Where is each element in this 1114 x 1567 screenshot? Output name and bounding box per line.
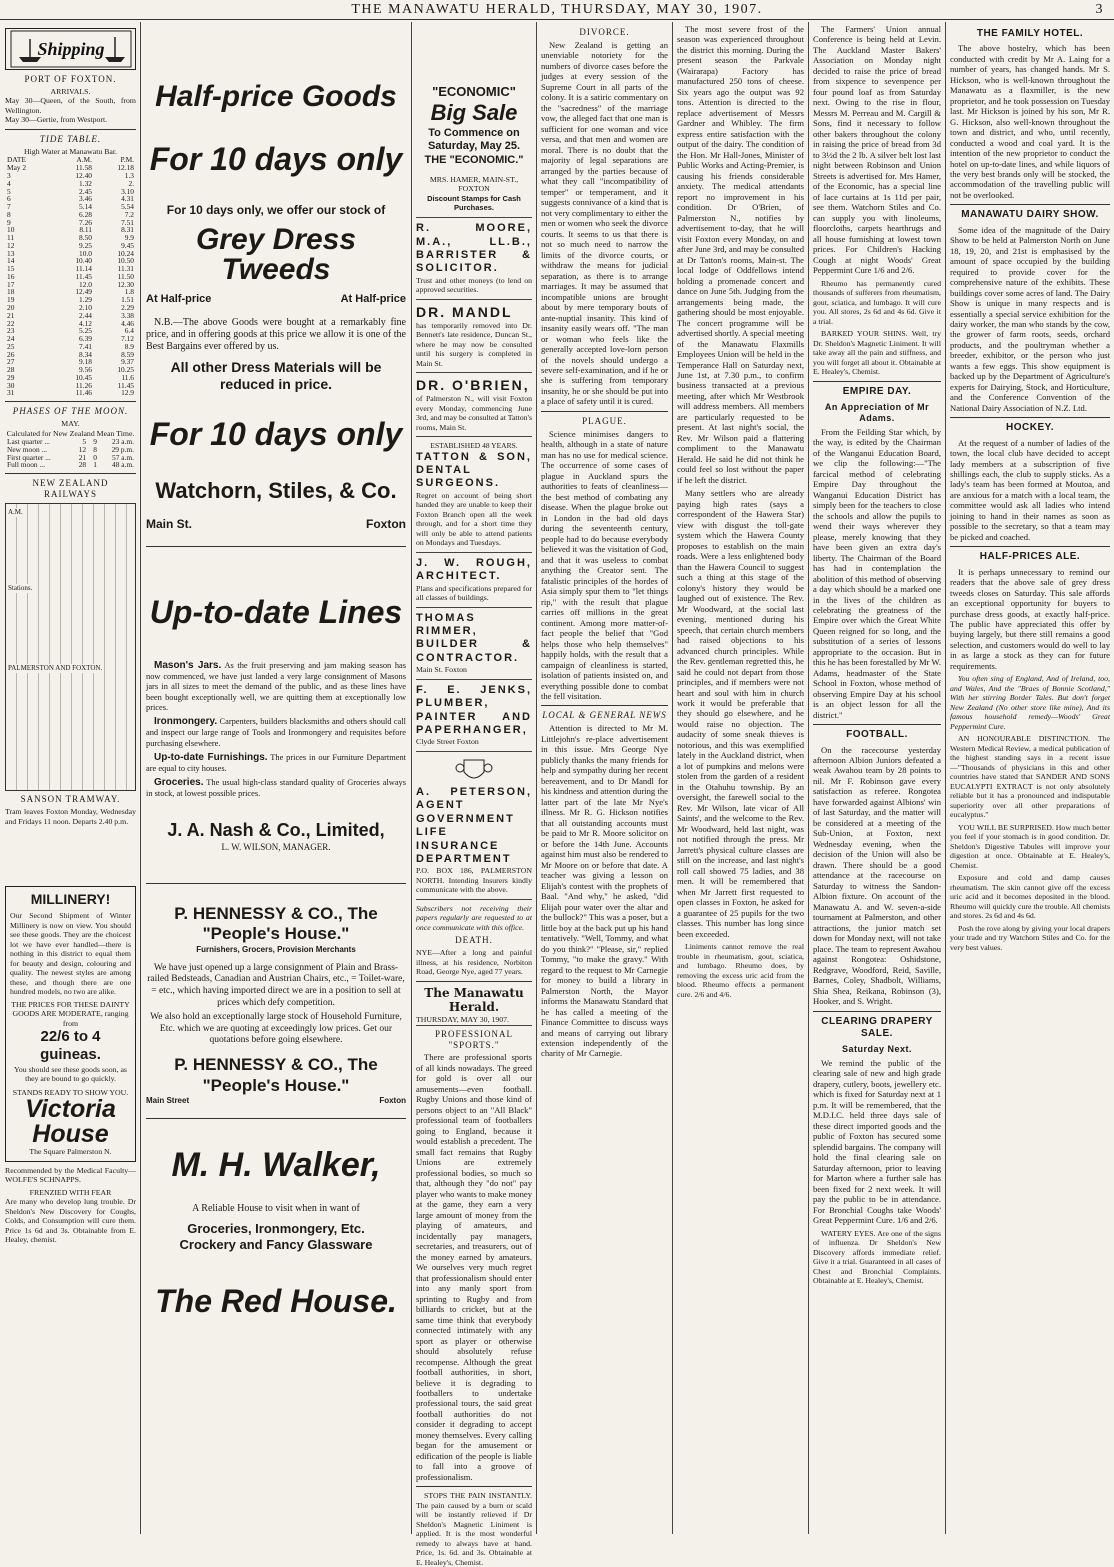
column-news (677, 24, 804, 1534)
tide-table (5, 156, 136, 397)
dairy-show-article: Some idea of the magnitude of the Dairy Show to be held at Palmerston North on June 18, 19, 20, and 21st is emphasised by the amount of space occupied by the building required to provide cover for the comprehensive nature of the exhibits. These buildings cover some acres of land. The Dairy Show is unique in many respects and is essentially a special service exhibition for the dairy worker, the man who stands by the cow, the grower of farm roots, seeds, orchard products, and the poultryman whether a breeder, exhibitor, or the person who just wants a few eggs. This show equipment is backed up by the Department of Agriculture's experts for Dairying, Stock, and Horticulture, and the Conference Convention of the National Dairy Association of N.Z. Ltd. (950, 224, 1110, 413)
hockey-heading: HOCKEY. (1006, 422, 1054, 434)
tide-row (5, 226, 136, 234)
liniment-ad: Liniments cannot remove the real trouble in rheumatism, gout, sciatica, and lumbago. Rheumo does, by removing the excess uric acid from the blood. Rheumo effects a permanent cure. 2/6 and 4/6. (677, 942, 804, 999)
divorce-heading: DIVORCE. (579, 27, 630, 37)
tide-cell: 1.51 (121, 295, 134, 305)
commence-text: To Commence on Saturday, May 25. THE "ECONOMIC." (424, 126, 524, 166)
tide-row (5, 281, 136, 289)
tide-subheading: High Water at Manawatu Bar. (24, 146, 117, 156)
surprised-ad: YOU WILL BE SURPRISED. How much better you feel if your stomach is in good condition. Dr. Sheldon's Digestive Tabules will improve your digestion at once. Obtainable at E. Healey's, Chemist. (950, 822, 1110, 870)
tide-cell: 12.30 (117, 279, 134, 289)
tide-cell: 22 (7, 318, 15, 328)
moore-card: R. MOORE, M.A., LL.B., BARRISTER & SOLICITOR. (416, 222, 532, 275)
tide-row (5, 312, 136, 320)
tatton-text: Regret on account of being short handed they are unable to keep their Foxton Branch open all the week through, and for a short time they will only be able to attend patients on Mondays and Tuesdays. (416, 490, 532, 548)
moon-cell: 48 a.m. (112, 460, 134, 470)
barked-ad: BARKED YOUR SHINS. Well, try Dr. Sheldon's Magnetic Liniment. It will take away all the pain and stiffness, and you will forget all about it. Obtainable at E. Healey's, Chemist. (813, 329, 941, 377)
appreciation-heading: An Appreciation of Mr Adams. (824, 401, 930, 423)
tide-cell: 4.12 (79, 318, 92, 328)
column-editorial (541, 24, 668, 1534)
news-article: The most severe frost of the season was experienced throughout the district this morning. During the present season the Parkvale (Wairarapa) Factory has manufactured 250 tons of cheese. Six years ago the output was 92 tons. Attention is directed to the replace advertisement of Messrs Gardner and Whibley. The firm express entire satisfaction with the output of the dairy. The condition of the Hon. Mr Hall-Jones, Minister of Public Works and Acting-Premier, is causing his friends considerable anxiety. The medical attendants report no improvement in his condition. Dr O'Brien, of Palmerston N., notifies by advertisement to-day, that he will visit Foxton every Monday, on and after June 3rd, and may be consulted at Dr Tatton's rooms, Main-st. The local lodge of Oddfellows intend holding a promenade concert and dance on June 5th. Judging from the arrangements being made, the gathering should be most enjoyable. The concert programme will be advertised shortly. A special meeting of the Manawatu Flaxmills Employees Union will be held in the Temperance Hall on Saturday next, June 1st, at 7.30 p.m., to confirm business transacted at a previous meeting, after which Mr Westbrook will address members. All members are particularly requested to be present. At last night's social, the Rev. Mr Wilson paid a flattering compliment to the Manawatu Herald. He said he did not think he could feel so lost without the paper if he left the district. (677, 24, 804, 485)
tide-row (5, 320, 136, 328)
stands-text: STANDS READY TO SHOW YOU. (12, 1087, 129, 1097)
tide-cell: 1.3 (124, 170, 134, 180)
big-sale-heading: Big Sale (430, 99, 518, 125)
tide-row (5, 273, 136, 281)
tide-cell: 8.9 (124, 341, 134, 351)
tide-cell: 20 (7, 302, 15, 312)
tide-cell: 2.45 (79, 186, 92, 196)
half-prices-heading: HALF-PRICES ALE. (979, 551, 1081, 563)
tide-cell: 6.28 (79, 209, 92, 219)
tide-cell: 3.38 (121, 310, 134, 320)
tide-cell: 9 (7, 217, 11, 227)
watery-eyes-ad: WATERY EYES. Are one of the signs of influenza. Dr Sheldon's New Discovery affords immediate relief. Give it a trial. Guaranteed in all cases of Chest and Bronchial Complaints. Obtainable at E. Healey's, Chemist. (813, 1228, 941, 1286)
tide-cell: 29 (7, 372, 15, 382)
moon-cell: 28 (78, 460, 87, 470)
tatton-card: TATTON & SON, DENTAL SURGEONS. (416, 450, 532, 490)
tide-row (5, 242, 136, 250)
tide-row (5, 335, 136, 343)
moon-cell: 23 a.m. (112, 437, 134, 447)
railway-heading: NEW ZEALAND RAILWAYS (32, 478, 109, 500)
football-article: On the racecourse yesterday afternoon Albion Juniors defeated a weak Awahou team by 28 points to nil. Mr F. Robinson gave every satisfaction as referee. Rongotea have forwarded against Albions' win of last Saturday, and the matter will be considered at a meeting of the Sub-Union, at Foxton, next Wednesday evening, when the decision of the Union will also be drawn. There should be a good attendance at the racecourse on Saturday to witness the Sandon-Albion fixture. On account of the Manawatu A. and W. seven-a-side tournament at Palmerston, and other attractions, the junior match set down for Monday next, will not take place. The team to represent Awahou against Rongotea: Oshidstone, Redgrave, Woodford, Reid, Saville, Barnes, Coley, Shadbolt, Williams, Shia Shea, Reikana, Robinson (3), Hooker, and S. Wright. (813, 744, 941, 1007)
tide-cell: 1.8 (124, 287, 134, 297)
tide-cell: 5.25 (79, 326, 92, 336)
walker-name: M. H. Walker, (171, 1146, 381, 1185)
tide-row (5, 374, 136, 382)
tide-cell: 8.11 (79, 225, 92, 235)
tide-row (5, 389, 136, 397)
tide-cell: 6.4 (124, 326, 134, 336)
tide-cell: 7.12 (121, 334, 134, 344)
tide-cell: 4.31 (121, 194, 134, 204)
up-to-date-heading: Up-to-date Lines (149, 593, 403, 630)
millinery-text: Our Second Shipment of Winter Millinery is now on view. You should see these goods. They are the choicest lot we have ever handled—there is nothing in this district to equal them for beauty and design, colouring and quality. The newest styles are among these, and though there are one hundred models, no two are alike. (10, 911, 131, 997)
tide-row (5, 180, 136, 188)
crockery-line: Crockery and Fancy Glassware (179, 1236, 373, 1252)
empire-heading: EMPIRE DAY. (842, 385, 912, 397)
masthead-title: THE MANAWATU HERALD, THURSDAY, MAY 30, 1907. (351, 2, 763, 17)
hennessy-name: P. HENNESSY & CO., The "People's House." (174, 1054, 378, 1095)
tide-cell: 10.25 (117, 365, 134, 375)
tide-cell: 8.59 (121, 349, 134, 359)
offer-text: For 10 days only, we offer our stock of (166, 202, 386, 217)
tide-cell: 8.31 (121, 225, 134, 235)
exposure-ad: Exposure and cold and damp causes rheumatism. The skin cannot give off the excess uric acid and it becomes deposited in the blood. Rheumo will quickly cure the trouble. All chemists and stores. 2s 6d and 4s 6d. (950, 873, 1110, 921)
verse-ad: You often sing of England, And of Ireland, too, and Wales, And the "Braes of Bonnie Scotland," With her stirring Border Tales. But don't forget New Zealand (No other store like mine), And its famous household remedy—Woods' Great Peppermint Cure. (950, 674, 1110, 731)
tide-cell: 7.51 (121, 217, 134, 227)
tide-cell: 16 (7, 271, 15, 281)
tramway-heading: SANSON TRAMWAY. (20, 794, 121, 805)
plague-heading: PLAGUE. (582, 415, 627, 426)
tide-cell: 27 (7, 357, 15, 367)
tide-cell: 9.37 (121, 357, 134, 367)
railway-label: PALMERSTON AND FOXTON. (8, 664, 103, 673)
tide-row (5, 257, 136, 265)
tide-row (5, 164, 136, 172)
bedsteads-text: We have just opened up a large consignment of Plain and Brass-railed Bedsteads, Canadian and Austrian Chairs, etc., = Toilet-ware, = etc., which having imported direct we are in a position to sell at prices which defy competition. (147, 962, 405, 1008)
tide-cell: 10.24 (117, 248, 134, 258)
tide-cell: 9.18 (79, 357, 92, 367)
nb-text: N.B.—The above Goods were bought at a remarkably fine price, and in offering goods at this price we allow it is one of the Best Bargains ever offered by us. (146, 316, 406, 353)
tide-cell: 12.0 (79, 279, 92, 289)
tide-row (5, 327, 136, 335)
obrien-card: DR. O'BRIEN, (416, 377, 530, 394)
ironmongery-heading: Ironmongery. (154, 716, 218, 728)
tide-cell: 8.50 (79, 233, 92, 243)
moon-cell: 8 (93, 444, 97, 454)
moon-cell: 5 (82, 437, 87, 447)
hamer-address: MRS. HAMER, MAIN-ST., FOXTON (429, 174, 519, 194)
rimmer-text: Main St. Foxton (416, 665, 467, 675)
rimmer-card: THOMAS RIMMER, BUILDER & CONTRACTOR. (416, 611, 532, 664)
tide-row (5, 304, 136, 312)
death-notice: NYE—After a long and painful illness, at his residence, Norbiton Road, George Nye, aged 77 years. (416, 948, 532, 977)
herald-title: The Manawatu Herald. (424, 985, 524, 1015)
tide-row (5, 234, 136, 242)
foxton-label: Foxton (379, 1096, 406, 1106)
column-rule (808, 22, 809, 1534)
jenks-card: F. E. JENKS, PLUMBER, PAINTER AND PAPERHANGER, (416, 683, 532, 736)
main-st-label: Main St. (146, 517, 193, 532)
tide-cell: 1.29 (79, 295, 92, 305)
dress-materials-text: All other Dress Materials will be reduced in price. (170, 359, 382, 393)
discount-stamps: Discount Stamps for Cash Purchases. (416, 194, 532, 218)
posh-ad: Posh the rove along by giving your local drapers your trade and try Watchorn Stiles and Co. for the very best values. (950, 923, 1110, 952)
moon-table (5, 438, 136, 469)
tide-row (5, 343, 136, 351)
mandl-card: DR. MANDL (416, 303, 513, 320)
mandl-text: has temporarily removed into Dr. Bennett's late residence, Duncan St., where he may now be consulted until his surgery is completed in Main St. (416, 320, 532, 368)
tide-cell: 9.56 (79, 365, 92, 375)
tide-cell: 11.45 (117, 380, 134, 390)
railway-label: A.M. (8, 508, 23, 517)
local-news-article: Attention is directed to Mr M. Littlejohn's re-place advertisement in this issue. Mrs George Nye publicly thanks the many friends for help and sympathy during her recent bereavement, and to Dr Mandl for his kindness and attention during the latter part of the late Mr Nye's illness. Mr R. G. Hickson notifies that all outstanding accounts must be paid to Mr R. Moore solicitor on or before the 14th June. Accounts against him must also be rendered to Mr Moore on or before that date. A teacher was giving a lesson on Elijah's contest with the prophets of Baal. "And why," he asked, "did Elijah pour water over the altar and the bullock?" This was a poser, but a little boy at the back put up his hand tentatively. "Well, Tommy, and what do you think?" "Please, sir," replied Tommy, "to make the gravy." With regard to the request to Mr Carnegie for money to build a library in Palmerston North, the Mayor informs the Manawatu Standard that he has called a meeting of the Finance Committee to discuss ways and means of carrying out library extension independently of the charity of Mr Carnegie. (541, 723, 668, 1059)
tide-cell: 9.25 (79, 240, 92, 250)
prices-text: THE PRICES FOR THESE DAINTY GOODS ARE MODERATE, ranging from (11, 999, 130, 1028)
tide-row (5, 195, 136, 203)
hockey-article: At the request of a number of ladies of the town, the local club have decided to accept lady members at a subscription of five shillings each, the club to supply sticks. As a lady's team has been formed at Moutoa, and are anxious for a match with a local team, the committee would ask all ladies who intend joining to hand in their names as soon as possible to the secretary, so that a team may be picked and coached. (950, 437, 1110, 542)
frenzied-text: Are many who develop lung trouble. Dr Sheldon's New Discovery for Coughs, Colds, and Consumption will cure them. Price 1s 6d and 3s. Obtainable from E. Healey, chemist. (5, 1197, 136, 1245)
peterson-text: P.O. BOX 186, PALMERSTON NORTH. Intending Insurers kindly communicate with the above. (416, 866, 532, 895)
moon-cell: First quarter ... (7, 452, 51, 462)
arrivals-heading: ARRIVALS. (50, 86, 91, 96)
tide-cell: 25 (7, 341, 15, 351)
tide-cell: 23 (7, 326, 15, 336)
tide-cell: 3.10 (121, 186, 134, 196)
stops-pain-ad: STOPS THE PAIN INSTANTLY. The pain caused by a burn or scald will be instantly relieved if Dr Sheldon's Magnetic Liniment is applied. It is the most wonderful remedy to always have at hand. Price, 1s. 6d. and 3s. Obtainable at E. Healey's, Chemist. (416, 1491, 532, 1567)
dairy-show-heading: MANAWATU DAIRY SHOW. (961, 209, 1099, 221)
ten-days-heading: For 10 days only (149, 140, 403, 177)
clearing-sale-heading: CLEARING DRAPERY SALE. (821, 1015, 933, 1039)
tide-cell: 11.58 (75, 163, 92, 173)
jars-heading: Mason's Jars. (154, 659, 222, 671)
tide-cell: 18 (7, 287, 15, 297)
household-text: We also hold an exceptionally large stock of Household Furniture, Etc. which we are quoting at exceedingly low prices. Get our quotations before going elsewhere. (150, 1012, 402, 1046)
millinery-ad (5, 886, 136, 1162)
death-heading: DEATH. (455, 935, 493, 946)
coat-of-arms-icon (454, 756, 494, 786)
tide-cell: 11 (7, 233, 15, 243)
herald-date: THURSDAY, MAY 30, 1907. (416, 1015, 532, 1026)
moon-cell: Full moon ... (7, 460, 45, 470)
tide-cell: May 2 (7, 163, 27, 173)
tide-cell: 11.31 (117, 264, 134, 274)
tide-cell: 12.49 (75, 287, 92, 297)
at-half-price-label: At Half-price (146, 293, 212, 306)
column-rule (536, 22, 537, 1534)
plague-article: Science minimises dangers to health, although in a state of nature man has no use for medical science. The occurrence of some cases of plague in Auckland spurs the authorities to feats of cleanliness—the best method of combating any disease. When the plague broke out in London in the bad old days during the seventeenth century, people had to do because everybody believed it was the visitation of God, and that it was useless to combat anything the Creator sent. The fatalistic principles of the hordes of Asia simply spur them to "let things rip," with the result that plague carries off millions in the great continent. Among more matter-of-fact people the belief that "God helps those who help themselves" happily holds, with the result that a campaign of cleanliness is started, isolation of patients insisted on, and everything possible done to combat the fell visitation. (541, 428, 668, 701)
tide-cell: 1.32 (79, 178, 92, 188)
tide-cell: 7.41 (79, 341, 92, 351)
hotel-article: The above hostelry, which has been conducted with credit by Mr A. Laing for a number of years, has changed hands. Mr S. Hickson, who is well-known throughout the Manawatu as a flaxmiller, is the new proprietor, and he took possession on Tuesday last. Mr Hickson is joined by his son, Mr R. G. Hickson, also well-known throughout the town and district, and who, until recently, conducted a wood and coal yard. It is the intention of the new proprietor to conduct the hotel on up-to-date lines, and while liquors of the very best brands only will be stocked, the accommodation of the travelling public will not be overlooked. (950, 43, 1110, 200)
should-see-text: You should see these goods soon, as they are bound to go quickly. (14, 1064, 127, 1084)
moon-heading: PHASES OF THE MOON. (12, 406, 129, 417)
column-news-2 (813, 24, 941, 1534)
tide-cell: 10.45 (75, 372, 92, 382)
tide-row (5, 265, 136, 273)
honourable-ad: AN HONOURABLE DISTINCTION. The Western Medical Review, a medical publication of the highest standing says in a recent issue—"Thousands of physicians in this and other countries have stated that SANDER AND SONS EUCALYPTI EXTRACT is not only absolutely reliable but it has a pronounced and indisputable superiority over all other preparations of eucalyptus." (950, 734, 1110, 820)
tide-row (5, 188, 136, 196)
half-prices-article: It is perhaps unnecessary to remind our readers that the above sale of grey dress tweeds closes on Saturday. This sale affords an exceptional opportunity for buyers to purchase dress goods, at exactly half-price. The public have appreciated this offer by buying largely, but there still remains a good selection, and customers would do well to lay in as large a stock as they can for future requirements. (950, 566, 1110, 671)
groceries-line: Groceries, Ironmongery, Etc. (187, 1220, 365, 1236)
tide-cell: 17 (7, 279, 15, 289)
tide-cell: 5 (7, 186, 11, 196)
tide-cell: 11.46 (75, 388, 92, 398)
hennessy-subtitle: Furnishers, Grocers, Provision Merchants (196, 945, 356, 955)
svg-text:Shipping: Shipping (36, 39, 105, 59)
jars-text: As the fruit preserving and jam making season has now commenced, we have just landed a very large consignment of Masons jars in all sizes to meet the demand of the public, and as these lines have been bought exceptionally well, we are quitting them at exceptionally low prices. (146, 660, 406, 712)
tide-cell: 10.40 (75, 256, 92, 266)
tide-cell: 7.2 (124, 209, 134, 219)
column-rule (411, 22, 412, 1534)
tramway-text: Tram leaves Foxton Monday, Wednesday and Fridays 11 noon. Departs 2.40 p.m. (5, 807, 136, 826)
nash-manager: L. W. WILSON, MANAGER. (221, 841, 331, 852)
tide-cell: 3 (7, 170, 11, 180)
tide-cell: 5.54 (121, 202, 134, 212)
tide-col-header: A.M. (76, 155, 92, 165)
reliable-text: A Reliable House to visit when in want of (192, 1202, 360, 1214)
rough-text: Plans and specifications prepared for all classes of buildings. (416, 583, 532, 603)
moon-cell: 29 p.m. (111, 444, 134, 454)
rough-card: J. W. ROUGH, ARCHITECT. (416, 556, 532, 583)
ten-days-heading: For 10 days only (149, 416, 403, 453)
moon-cell: New moon ... (7, 444, 48, 454)
subscribers-notice: Subscribers not receiving their papers regularly are requested to at once communicate with this office. (416, 903, 532, 932)
moon-cell: 0 (93, 452, 97, 462)
price-range: 22/6 to 4 guineas. (40, 1028, 101, 1064)
tide-cell: 8 (7, 209, 11, 219)
arrival-item: May 30—Gertie, from Westport. (5, 115, 108, 125)
tide-row (5, 211, 136, 219)
moon-month: MAY. (61, 419, 80, 429)
tide-cell: 11.50 (117, 271, 134, 281)
tide-cell: 9.45 (121, 240, 134, 250)
railway-label: Stations. (8, 584, 33, 593)
sports-heading: PROFESSIONAL "SPORTS." (434, 1028, 513, 1050)
moon-cell: 21 (78, 452, 87, 462)
tide-cell: 11.26 (75, 380, 92, 390)
page-number: 3 (1095, 2, 1104, 17)
tide-cell: 13 (7, 248, 15, 258)
farmers-article: The Farmers' Union annual Conference is being held at Levin. The Auckland Master Bakers' Association on Monday night decided to raise the price of bread from sixpence to sevenpence per four pound loaf as from Saturday next. Owing to the rise in flour, Messrs M. Perreau and M. Cargill & Sons, find it necessary to follow other bakers throughout the colony in raising the price of bread from 3d to 3½d the 2 lb. A silver belt lost last night between Robinson and Union Streets is advertised for. Mrs Hamer, of the Economic, has a special line of lace curtains at 1s 11d per pair, see them. Watchorn Stiles and Co. can supply you with linoleums, floorcloths, carpets hearthrugs and all house furnishing at lowest town prices. For Children's Hacking Cough at night Woods' Great Peppermint Cure 1/6 and 2/6. (813, 24, 941, 276)
tide-cell: 2.29 (121, 302, 134, 312)
hennessy-name: P. HENNESSY & CO., The "People's House." (174, 903, 378, 944)
tide-cell: 10.0 (79, 248, 92, 258)
tide-cell: 2.10 (79, 302, 92, 312)
column-rule (672, 22, 673, 1534)
divorce-article: New Zealand is getting an unenviable notoriety for the numbers of divorce cases before the judges at every session of the Supreme Court in all parts of the colony. It is a satiric commentary on the "sacredness" of the marriage vow, the alleged fact that one man is sufficient for one woman and vice versa, and that men and women are moral. There is no doubt that the majority of legal separations are arranged by the parties because of what they call "incompatibility of temper" or temperament, and it suggests connivance of a kind that is not very complimentary to either the men or women who seek the divorce courts. It seems to us that there is not so much need to narrow the limits of the divorce courts, or withdraw the means for judicial separation, as there is to arrange marriages. It may be assumed that incompatible unions are brought about by mere temporary bouts of ante-nuptial insanity. This kind of insanity easily wears off. "The man or woman who feels like the generally accepted love-lorn person of the novels should undergo a severe self-examination, and if he or she is suffering from temporary insanity, he or she should be put into a place of safety until it is cured. (541, 39, 668, 407)
nash-name: J. A. Nash & Co., Limited, (167, 819, 385, 840)
moon-cell: 9 (93, 437, 97, 447)
tide-cell: 10 (7, 225, 15, 235)
peterson-card: A. PETERSON, AGENT GOVERNMENT LIFE INSURANCE DEPARTMENT (416, 785, 532, 865)
tide-cell: 21 (7, 310, 15, 320)
victoria-house: Victoria House (25, 1095, 116, 1149)
column-advertisements (146, 24, 406, 1534)
furnishings-text: The prices in our Furniture Department are equal to city houses. (146, 752, 406, 773)
tide-row (5, 358, 136, 366)
moon-cell: Last quarter ... (7, 437, 50, 447)
tide-cell: 11.6 (121, 372, 134, 382)
saturday-heading: Saturday Next. (841, 1043, 913, 1054)
half-price-heading: Half-price Goods (155, 80, 397, 113)
railway-timetable (5, 503, 136, 791)
clearing-article: We remind the public of the clearing sale of new and high grade drapery, cutlery, boots, jewellery etc. which is fixed for Saturday next at 1 p.m. It will be remembered, that the M.D.I.C. held three days sale of these direct imported goods and the public of Foxton has secured some splendid bargains. The company will hold the final clearing sale on Saturday afternoon, prior to leaving for Marton where a further sale has been fixed for 2 next week. It will pay the public to be in attendance. For Bronchial Coughs take Woods' Great Peppermint Cure. 1/6 and 2/6. (813, 1057, 941, 1226)
tide-cell: 12.40 (75, 170, 92, 180)
tide-cell: 2.44 (79, 310, 92, 320)
arrival-item: May 30—Queen, of the South, from Wellington. (5, 96, 136, 115)
tide-row (5, 219, 136, 227)
furnishings-heading: Up-to-date Furnishings. (154, 751, 268, 763)
column-shipping (5, 24, 136, 1534)
tide-row (5, 250, 136, 258)
ship-icon (11, 31, 131, 67)
moon-row (5, 461, 136, 469)
shipping-logo (5, 28, 136, 70)
column-news-3 (950, 24, 1110, 1534)
sports-article: There are professional sports of all kinds nowadays. The greed for gold is over all our amusements—even football. Rugby Unions and those kind of persons object to an "All Black" professional team of footballers going to England, because it would establish a precedent. The small fact remains that Rugby Unions are extremely professional bodies, so much so that, although they "do not" pay player who wants to make money at the game, they earn a very large amount of money from the playing of amateurs, and incidentally pay managers, secretaries, and treasurers, out of the money earned by amateurs. We ourselves very much regret that professionalism should enter into any manly sport from sprinting to Rugby and from billiards to cricket, but at the same time think that everybody connected intimately with any sport as player or otherwise should absolutely refuse recompense. Although the great football authorities, in short, believe it is degrading to footballers to undertake professional tours, the said great football authorities do not consider it degrading to accept money themselves. Every calling began for the amusement or edification of the people is liable to fall into a groove of professionalism. (416, 1052, 532, 1482)
ironmongery-text: Carpenters, builders blacksmiths and others should call and inspect our large range of Tools and Ironmongery and requisites before purchasing elsewhere. (146, 717, 406, 748)
established-label: ESTABLISHED 48 YEARS. (430, 441, 518, 451)
tide-cell: 3.46 (79, 194, 92, 204)
moon-subheading: Calculated for New Zealand Mean Time. (6, 428, 135, 438)
tide-cell: 2. (128, 178, 134, 188)
tide-cell: 4 (7, 178, 11, 188)
frenzied-heading: FRENZIED WITH FEAR (29, 1187, 112, 1197)
grey-tweeds-heading: Grey Dress Tweeds (195, 223, 357, 287)
tide-col-header: DATE (7, 155, 26, 165)
moon-cell: 57 a.m. (112, 452, 134, 462)
jenks-text: Clyde Street Foxton (416, 737, 479, 747)
tide-cell: 6 (7, 194, 11, 204)
news-article: Many settlers who are already paying high rates (says a correspondent of the Hawera Star) view with disgust the toll-gate system which the Hawera County proposes to establish on the main roads. Were a less enlightened body than the Hawera Council to suggest such a thing at this stage of the colony's history they would be laughed out of existence. The Rev. Mr Woodward, at the social last evening, mentioned during his speech, that certain church members had raised objections to his advanced church principles. While the Rev. gentleman regretted this, he said he could not depart from those principles, and if members were not heart and soul with him in church work it would be preferable that they should go elsewhere, and he would raise no objection. The audacity of some sneak thieves is notorious, and this was exemplified lately in the Auckland district, when a lot of pumpkins and melons were stolen from the garden of a resident in the Otahuhu township. By an oversight, the farewell social to the Rev. Mr Wilson, late vicar of All Saints', and the welcome to the Rev. Mr Woodward, held last night, was not notified through the press. Mr Jarrett's physical culture classes are still on the increase, and last night's roll call showed 75 ladies, and 38 men. It will be remembered that when Mr Jarrett first requested to open classes in Foxton, he asked for a guarantee of 25 pupils for the two classes. This number has long since been exceeded. (677, 488, 804, 939)
football-heading: FOOTBALL. (846, 729, 908, 741)
column-rule (140, 22, 141, 1534)
tide-cell: 26 (7, 349, 15, 359)
moon-cell: 12 (78, 444, 87, 454)
tide-row (5, 351, 136, 359)
tide-col-header: P.M. (120, 155, 134, 165)
tide-cell: 6.39 (79, 334, 92, 344)
column-rule (945, 22, 946, 1534)
tide-row (5, 288, 136, 296)
tide-cell: 24 (7, 334, 15, 344)
local-news-heading: LOCAL & GENERAL NEWS (542, 710, 667, 721)
tide-cell: 15 (7, 264, 15, 274)
red-house-heading: The Red House. (155, 1283, 397, 1320)
main-street-label: Main Street (146, 1096, 190, 1106)
tide-cell: 8.34 (79, 349, 92, 359)
millinery-heading: MILLINERY! (30, 891, 111, 908)
foxton-label: Foxton (366, 517, 406, 532)
tide-cell: 30 (7, 380, 15, 390)
tide-cell: 31 (7, 388, 15, 398)
tide-cell: 12.18 (117, 163, 134, 173)
tide-cell: 12.9 (121, 388, 134, 398)
column-cards (416, 24, 532, 1567)
tide-cell: 4.46 (121, 318, 134, 328)
tide-cell: 9.9 (124, 233, 134, 243)
tide-cell: 11.14 (75, 264, 92, 274)
tide-cell: 10.50 (117, 256, 134, 266)
tide-heading: TIDE TABLE. (39, 133, 102, 144)
tide-cell: 11.45 (75, 271, 92, 281)
moon-cell: 1 (93, 460, 97, 470)
square-address: The Square Palmerston N. (29, 1147, 112, 1157)
tide-row (5, 203, 136, 211)
moore-text: Trust and other moneys (to lend on approved securities. (416, 275, 532, 295)
tide-cell: 5.14 (79, 202, 92, 212)
tide-row (5, 366, 136, 374)
groceries-text: The usual high-class standard quality of Groceries always in stock, at lowest possible prices. (146, 778, 406, 799)
empire-article: From the Feilding Star which, by the way, is edited by the Chairman of the Wanganui Education Board, we clip the following:—"The farcical method of celebrating Empire Day throughout the Wanganui Education District has simply been for the teachers to close the schools and allow the pupils to wend their ways wherever they please, merely knowing that they have been given an extra day's liberty. The Chairman of the Board has had in contemplation the abolition of this method of observing a day which should be a marked one in the lives of the children as celebrating the greatness of the Empire over which the Great White Queen reigned for so long, and the substitution of a series of lessons appropriate to the occasion. But in this he has been forestalled by Mr W. Adams, headmaster of the State School in Foxton, whose method of observing Empire Day at his school is an object lesson for all the district." (813, 426, 941, 720)
schnapps-notice: Recommended by the Medical Faculty—WOLFE'S SCHNAPPS. (5, 1165, 136, 1185)
tide-cell: 28 (7, 365, 15, 375)
tide-cell: 7 (7, 202, 11, 212)
tide-row (5, 172, 136, 180)
tide-row (5, 296, 136, 304)
at-half-price-label: At Half-price (340, 293, 406, 306)
watchorn-name: Watchorn, Stiles, & Co. (155, 478, 397, 504)
obrien-text: of Palmerston N., will visit Foxton every Monday, commencing June 3rd, and may be consulted at Tatton's rooms, Main St. (416, 394, 532, 432)
masthead (0, 0, 1114, 20)
tide-cell: 14 (7, 256, 15, 266)
economic-heading: "ECONOMIC" (432, 84, 516, 99)
rheumo-ad: Rheumo has permanently cured thousands of sufferers from rheumatism, gout, sciatica, and lumbago. It will cure you. All stores, 2s 6d and 4s 6d. Give it a trial. (813, 278, 941, 326)
tide-cell: 7.26 (79, 217, 92, 227)
tide-row (5, 382, 136, 390)
hotel-heading: THE FAMILY HOTEL. (976, 28, 1084, 39)
port-heading: PORT OF FOXTON. (24, 74, 117, 84)
tide-cell: 12 (7, 240, 15, 250)
tide-cell: 19 (7, 295, 15, 305)
groceries-heading: Groceries. (154, 777, 204, 789)
